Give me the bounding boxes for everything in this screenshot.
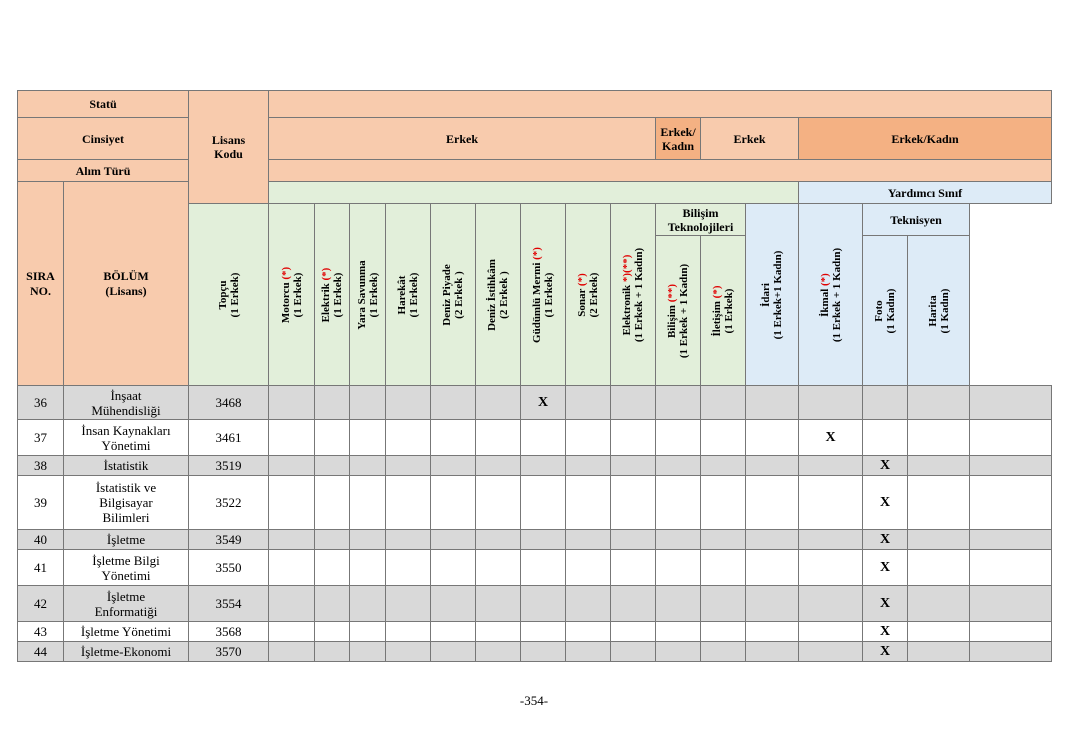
row-mark-cell [315,622,350,642]
row-mark-cell [431,642,476,662]
row-mark-cell [431,476,476,530]
row-bolum-line: İşletme Bilgi [92,552,160,568]
row-mark-cell [611,642,656,662]
row-mark-cell [908,476,970,530]
row-mark-cell: X [863,456,908,476]
row-mark-cell [431,420,476,456]
row-bolum [64,420,189,456]
row-lisans-kodu: 3570 [189,642,269,662]
column-quota: (2 Erkek) [588,272,600,317]
row-mark-cell [431,622,476,642]
cinsiyet-label: Cinsiyet [18,118,189,160]
row-mark-cell [656,586,701,622]
column-header-label [441,264,465,325]
row-mark-cell [476,420,521,456]
row-mark-cell [386,420,431,456]
row-mark-cell: X [863,622,908,642]
row-mark-cell [746,622,799,642]
row-mark-cell [521,456,566,476]
column-name: Topçu [216,280,229,309]
row-mark-cell [386,456,431,476]
row-bolum-line: İstatistik ve [95,480,157,495]
erkek-kadin-small-line1: Erkek/ [660,124,696,139]
row-mark-cell [269,550,315,586]
table-row [18,476,1052,530]
table-row [18,622,1052,642]
row-mark-cell [315,386,350,420]
column-header-label [576,272,600,317]
row-mark-cell [315,456,350,476]
column-footnote-mark: (*) [531,246,543,260]
row-mark-cell [566,530,611,550]
column-header [269,204,315,386]
row-mark-cell [701,622,746,642]
row-mark-cell [386,550,431,586]
row-bolum [64,642,189,662]
row-mark-cell [269,622,315,642]
bilisim-line2: Teknolojileri [667,219,734,234]
row-mark-cell [476,456,521,476]
row-sira-no: 42 [18,586,64,622]
row-bolum [64,456,189,476]
column-quota: (1 Erkek + 1 Kadın) [830,247,843,342]
row-mark-cell [611,550,656,586]
column-quota: (1 Erkek) [291,272,304,317]
row-mark-cell [269,586,315,622]
yardimci-sinif-header: Yardımcı Sınıf [799,182,1052,204]
row-mark-cell [656,550,701,586]
column-quota: (1 Erkek+1 Kadın) [772,250,784,339]
row-mark-cell [476,476,521,530]
column-header [189,204,269,386]
row-mark-cell: X [521,386,566,420]
row-mark-cell [701,642,746,662]
row-lisans-kodu: 3468 [189,386,269,420]
row-mark-cell [350,420,386,456]
row-mark-cell [799,586,863,622]
row-sira-no: 40 [18,530,64,550]
statu-label: Statü [18,91,189,118]
table-row [18,530,1052,550]
row-mark-cell [566,386,611,420]
row-mark-cell [799,530,863,550]
row-mark-cell [656,420,701,456]
bolum-line1: BÖLÜM [103,268,149,283]
erkek-kadin-small [656,118,701,160]
row-mark-cell [315,642,350,662]
teknisyen-header: Teknisyen [863,204,970,236]
row-lisans-kodu: 3519 [189,456,269,476]
row-mark-cell [656,386,701,420]
row-mark-cell [970,456,1052,476]
row-mark-cell [908,586,970,622]
table-row [18,642,1052,662]
row-mark-cell [521,530,566,550]
table-row [18,386,1052,420]
row-mark-cell [521,586,566,622]
row-bolum-line: İnşaat [110,387,142,403]
column-quota: (1 Erkek) [367,272,380,317]
row-mark-cell [656,456,701,476]
row-mark-cell [908,642,970,662]
table-row [18,586,1052,622]
row-mark-cell [476,642,521,662]
column-quota: (1 Erkek + 1 Kadın) [678,263,690,358]
column-header [656,236,701,386]
row-mark-cell [350,530,386,550]
column-footnote-mark: (*) [279,266,292,280]
column-name: Deniz Piyade [441,263,453,326]
row-mark-cell [799,386,863,420]
row-mark-cell [350,642,386,662]
row-mark-cell [611,586,656,622]
column-header [386,204,431,386]
row-sira-no: 38 [18,456,64,476]
column-header [611,204,656,386]
row-lisans-kodu: 3461 [189,420,269,456]
row-bolum [64,550,189,586]
statu-value [269,91,1052,118]
row-mark-cell [521,622,566,642]
row-mark-cell [269,530,315,550]
row-mark-cell [566,622,611,642]
row-lisans-kodu: 3550 [189,550,269,586]
row-mark-cell [350,456,386,476]
row-bolum-line: İşletme-Ekonomi [80,644,172,659]
column-name: Harekât [396,275,408,314]
row-mark-cell [521,642,566,662]
row-mark-cell [970,420,1052,456]
column-header [350,204,386,386]
column-name: Foto [873,299,885,322]
row-mark-cell [970,530,1052,550]
alim-turu-label: Alım Türü [18,160,189,182]
bolum-line2: (Lisans) [105,283,147,298]
row-mark-cell: X [799,420,863,456]
row-mark-cell [611,456,656,476]
row-bolum-line: İşletme [106,532,146,547]
row-mark-cell [521,476,566,530]
row-bolum [64,586,189,622]
sira-line1: SIRA [26,268,55,283]
row-mark-cell [970,586,1052,622]
row-mark-cell [863,420,908,456]
bolum-header [64,182,189,386]
erkek-group: Erkek [269,118,656,160]
column-header [701,236,746,386]
row-bolum-line: İstatistik [103,458,149,473]
row-mark-cell [799,550,863,586]
row-bolum-line: Bilgisayar [99,495,153,510]
column-quota: (1 Erkek) [543,272,555,317]
row-mark-cell [908,550,970,586]
row-mark-cell [746,586,799,622]
row-mark-cell [656,530,701,550]
erkek-kadin-group: Erkek/Kadın [799,118,1052,160]
row-mark-cell [746,456,799,476]
row-mark-cell [476,586,521,622]
row-mark-cell [386,476,431,530]
row-mark-cell [908,530,970,550]
column-name: Elektrik [320,282,332,322]
quota-table [17,90,1052,662]
row-mark-cell [350,586,386,622]
row-bolum-line: Yönetimi [101,437,151,453]
column-quota: (1 Erkek) [408,272,420,317]
column-quota: (1 Kadın) [885,288,897,333]
column-quota: (2 Erkek ) [498,270,510,319]
row-mark-cell [431,530,476,550]
erkek-kadin-small-line2: Kadın [661,138,694,153]
column-header [521,204,566,386]
row-mark-cell [386,622,431,642]
column-name: İkmal [818,288,831,317]
row-mark-cell [863,386,908,420]
row-mark-cell [701,586,746,622]
row-bolum-line: Mühendisliği [91,402,161,418]
row-mark-cell [521,420,566,456]
row-mark-cell [701,550,746,586]
column-header-label [280,266,304,322]
row-sira-no: 43 [18,622,64,642]
row-mark-cell [970,550,1052,586]
row-mark-cell [269,476,315,530]
row-bolum [64,622,189,642]
row-mark-cell [476,386,521,420]
row-mark-cell [350,550,386,586]
lisans-kodu-line2: Kodu [214,147,243,161]
column-header [431,204,476,386]
row-mark-cell [908,386,970,420]
column-header [863,236,908,386]
row-mark-cell: X [863,550,908,586]
row-mark-cell [315,550,350,586]
column-name: Yara Savunma [355,259,368,330]
row-mark-cell [431,386,476,420]
row-mark-cell [799,476,863,530]
column-header-label [486,259,510,331]
row-mark-cell [701,420,746,456]
column-header [566,204,611,386]
column-name: Elektronik [621,284,633,335]
row-mark-cell [431,550,476,586]
row-mark-cell [908,420,970,456]
column-footnote-mark: (*) [320,267,332,280]
row-sira-no: 41 [18,550,64,586]
row-mark-cell [611,420,656,456]
row-mark-cell: X [863,586,908,622]
row-mark-cell [908,622,970,642]
row-mark-cell: X [863,530,908,550]
row-bolum-line: Enformatiği [94,603,158,619]
column-header-label [760,250,784,339]
row-mark-cell [746,550,799,586]
row-mark-cell [386,586,431,622]
column-header-label [356,260,380,329]
row-lisans-kodu: 3522 [189,476,269,530]
row-mark-cell [566,476,611,530]
row-mark-cell [611,530,656,550]
row-mark-cell [701,476,746,530]
row-mark-cell [386,530,431,550]
row-bolum-line: İşletme Yönetimi [80,624,172,639]
row-mark-cell [970,642,1052,662]
row-mark-cell [386,386,431,420]
row-mark-cell [746,530,799,550]
column-header-label [927,288,951,333]
row-mark-cell [566,642,611,662]
row-bolum-line: Yönetimi [101,567,151,583]
column-header-label [320,267,344,322]
column-footnote-mark: *)(**) [621,254,633,282]
row-mark-cell [611,622,656,642]
lisans-kodu-header [189,91,269,204]
row-mark-cell [269,456,315,476]
row-mark-cell: X [863,476,908,530]
row-mark-cell [476,550,521,586]
page-number: -354- [519,693,549,708]
column-header [908,236,970,386]
column-header-label [217,272,241,317]
row-mark-cell [799,622,863,642]
row-mark-cell [350,386,386,420]
row-mark-cell [701,456,746,476]
column-name: Harita [926,294,939,327]
row-mark-cell [656,642,701,662]
row-mark-cell [476,530,521,550]
column-name: Deniz İstihkâm [486,258,498,331]
row-mark-cell [656,622,701,642]
row-mark-cell [566,550,611,586]
column-header [315,204,350,386]
row-sira-no: 44 [18,642,64,662]
column-quota: (1 Erkek) [723,288,735,333]
column-header [799,204,863,386]
column-name: Bilişim [666,304,678,338]
column-header-label [531,247,555,343]
row-mark-cell [315,586,350,622]
row-mark-cell [566,586,611,622]
column-name: Motorcu [279,281,292,323]
row-sira-no: 36 [18,386,64,420]
row-bolum [64,386,189,420]
row-mark-cell [315,476,350,530]
column-header-label [711,285,735,336]
column-quota: (2 Erkek ) [453,270,465,319]
sira-no-header [18,182,64,386]
row-mark-cell [315,420,350,456]
row-mark-cell [611,476,656,530]
row-sira-no: 39 [18,476,64,530]
column-footnote-mark: (*) [711,284,723,298]
row-mark-cell: X [863,642,908,662]
row-bolum-line: İşletme [106,588,146,604]
column-name: Sonar [576,288,588,317]
column-header [746,204,799,386]
column-footnote-mark: (*) [576,272,588,286]
row-mark-cell [566,456,611,476]
column-footnote-mark: (*) [818,272,831,286]
column-header-label [819,247,843,341]
column-name: Güdümlü Mermi [531,262,543,343]
row-mark-cell [746,642,799,662]
row-mark-cell [566,420,611,456]
column-header-label [873,288,897,333]
lisans-kodu-line1: Lisans [211,133,246,147]
row-mark-cell [315,530,350,550]
row-mark-cell [269,642,315,662]
table-row [18,420,1052,456]
row-lisans-kodu: 3554 [189,586,269,622]
row-lisans-kodu: 3549 [189,530,269,550]
alim-turu-value [269,160,1052,182]
row-bolum [64,530,189,550]
column-quota: (1 Erkek) [332,272,344,317]
column-footnote-mark: (**) [666,283,678,302]
row-sira-no: 37 [18,420,64,456]
column-name: İdari [760,282,772,307]
row-mark-cell [701,530,746,550]
row-mark-cell [970,622,1052,642]
row-mark-cell [431,586,476,622]
row-mark-cell [269,420,315,456]
green-spacer [269,182,799,204]
row-mark-cell [350,622,386,642]
row-mark-cell [970,386,1052,420]
row-mark-cell [908,456,970,476]
column-header-label [621,247,645,341]
erkek-single: Erkek [701,118,799,160]
row-mark-cell [746,386,799,420]
row-lisans-kodu: 3568 [189,622,269,642]
column-name: İletişim [711,300,723,337]
table-row [18,550,1052,586]
row-mark-cell [521,550,566,586]
column-header-label [396,272,420,317]
row-bolum-line: Bilimleri [102,510,150,525]
row-mark-cell [799,456,863,476]
row-mark-cell [431,456,476,476]
table-row [18,456,1052,476]
row-mark-cell [350,476,386,530]
column-header-label [666,263,690,357]
row-bolum-line: İnsan Kaynakları [81,422,171,438]
column-header [476,204,521,386]
row-mark-cell [476,622,521,642]
row-bolum [64,476,189,530]
column-quota: (1 Erkek + 1 Kadın) [633,247,645,342]
row-mark-cell [746,420,799,456]
row-mark-cell [611,386,656,420]
sira-line2: NO. [30,283,51,298]
bilisim-line1: Bilişim [682,205,719,220]
row-mark-cell [386,642,431,662]
column-quota: (1 Erkek) [228,272,241,317]
bilisim-teknolojileri-header [656,204,746,236]
row-mark-cell [269,386,315,420]
row-mark-cell [746,476,799,530]
row-mark-cell [656,476,701,530]
row-mark-cell [970,476,1052,530]
row-mark-cell [799,642,863,662]
row-mark-cell [701,386,746,420]
column-quota: (1 Kadın) [938,288,951,333]
